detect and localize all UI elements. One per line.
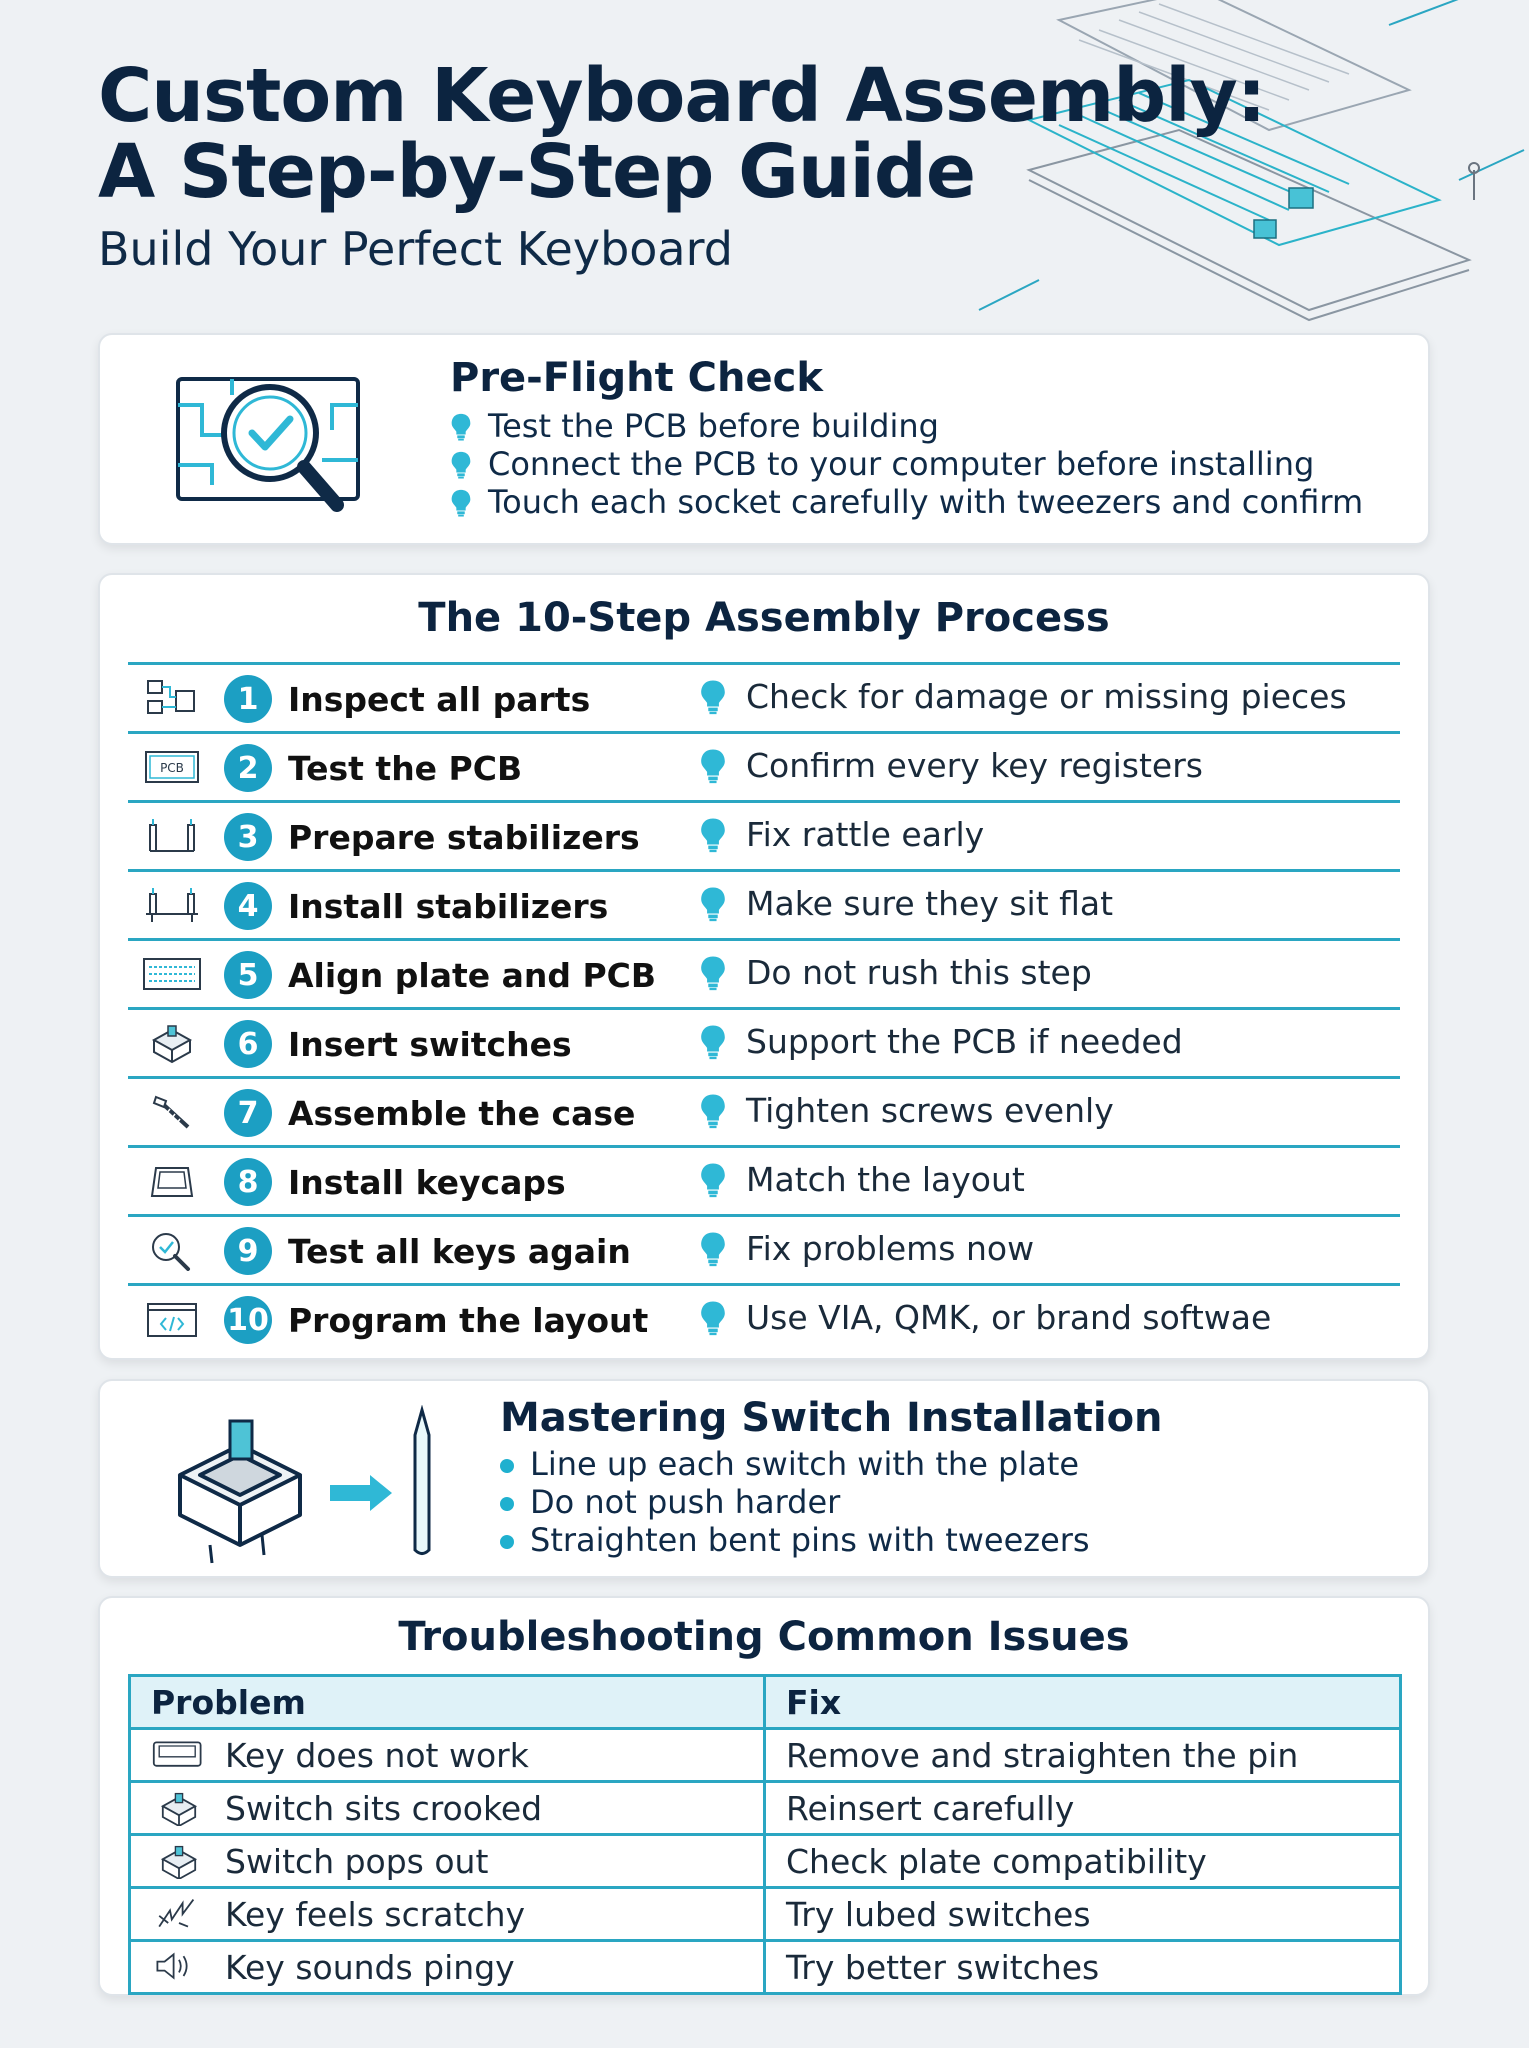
bullet-dot [500,1497,514,1511]
step-tip [700,746,1203,785]
lightbulb-icon [700,1162,726,1198]
switch-install-card [98,1379,1430,1578]
preflight-list [450,407,1363,521]
step-tip-text: Check for damage or missing pieces [746,677,1347,716]
lightbulb-icon [700,748,726,784]
fix-cell: Try lubed switches [786,1894,1091,1934]
title-line-1: Custom Keyboard Assembly: [98,53,1266,139]
step-tip [700,1298,1271,1337]
table-row [131,1727,1399,1780]
step-title: Assemble the case [288,1094,636,1133]
step-tip-text: Fix problems now [746,1229,1035,1268]
step-tip [700,884,1113,923]
step-row [128,1217,1400,1286]
step-row [128,1010,1400,1079]
step-number-badge: 7 [224,1089,272,1137]
step-title: Test the PCB [288,749,523,788]
step-number-badge: 1 [224,675,272,723]
preflight-item-text: Connect the PCB to your computer before installing [488,445,1315,483]
keycap-icon [142,1160,202,1202]
parts-icon [142,677,202,719]
step-tip-text: Do not rush this step [746,953,1092,992]
step-title: Insert switches [288,1025,572,1064]
step-row [128,665,1400,734]
lightbulb-icon [700,817,726,853]
problem-cell [131,1889,766,1939]
troubleshooting-heading: Troubleshooting Common Issues [398,1614,1130,1660]
problem-text: Key feels scratchy [225,1894,526,1934]
table-row [131,1833,1399,1886]
fix-cell: Try better switches [786,1947,1100,1987]
step-number-badge: 4 [224,882,272,930]
troubleshooting-card [98,1596,1430,1996]
pcb-magnifier-icon [172,365,372,525]
lightbulb-icon [700,1024,726,1060]
step-row [128,803,1400,872]
switch-icon [142,1022,202,1064]
table-body [131,1727,1399,1992]
stabilizer-install-icon [142,884,202,926]
problem-text: Key sounds pingy [225,1947,515,1987]
step-title: Prepare stabilizers [288,818,640,857]
step-number-badge: 10 [224,1296,272,1344]
lightbulb-icon [450,413,472,441]
step-title: Align plate and PCB [288,956,657,995]
problem-cell [131,1783,766,1833]
fix-cell: Reinsert carefully [786,1788,1075,1828]
step-title: Install stabilizers [288,887,609,926]
preflight-item [450,407,1363,445]
lightbulb-icon [700,886,726,922]
problem-text: Key does not work [225,1735,529,1775]
column-header-problem: Problem [131,1677,766,1727]
step-tip [700,953,1092,992]
plate-icon [142,953,202,995]
stabilizer-icon [142,815,202,857]
switch-install-item [500,1521,1090,1559]
lightbulb-icon [700,955,726,991]
lightbulb-icon [700,1300,726,1336]
switch-and-tweezers-illustration [170,1405,470,1565]
problem-cell [131,1942,766,1992]
speaker-icon [151,1949,207,1985]
lightbulb-icon [450,451,472,479]
column-header-fix: Fix [786,1682,842,1722]
lightbulb-icon [450,489,472,517]
switch-icon [151,1843,207,1879]
lightbulb-icon [700,679,726,715]
step-tip-text: Fix rattle early [746,815,985,854]
table-header-row [131,1677,1399,1727]
preflight-card [98,333,1430,545]
step-tip-text: Use VIA, QMK, or brand softwae [746,1298,1272,1337]
step-number-badge: 3 [224,813,272,861]
preflight-item [450,445,1363,483]
step-tip-text: Tighten screws evenly [746,1091,1114,1130]
step-number-badge: 5 [224,951,272,999]
step-row [128,1079,1400,1148]
problem-cell [131,1730,766,1780]
step-title: Program the layout [288,1301,649,1340]
switch-install-item-text: Straighten bent pins with tweezers [530,1521,1090,1559]
preflight-item-text: Touch each socket carefully with tweezers and confirm [488,483,1364,521]
bullet-dot [500,1535,514,1549]
key-icon [151,1737,207,1773]
page-subtitle: Build Your Perfect Keyboard [98,222,733,276]
step-number-badge: 2 [224,744,272,792]
title-line-2: A Step-by-Step Guide [98,129,976,215]
pcb-icon [142,746,202,788]
step-tip [700,1229,1034,1268]
switch-install-heading: Mastering Switch Installation [500,1395,1163,1441]
step-title: Inspect all parts [288,680,591,719]
step-tip-text: Make sure they sit flat [746,884,1114,923]
step-tip-text: Confirm every key registers [746,746,1203,785]
preflight-heading: Pre-Flight Check [450,355,823,401]
switch-install-item-text: Do not push harder [530,1483,841,1521]
scratch-icon [151,1896,207,1932]
step-row [128,1148,1400,1217]
steps-heading: The 10-Step Assembly Process [418,595,1110,641]
step-title: Install keycaps [288,1163,566,1202]
step-row [128,941,1400,1010]
steps-table [128,662,1400,1352]
page-title [98,53,1266,215]
step-number-badge: 6 [224,1020,272,1068]
screw-icon [142,1091,202,1133]
preflight-item-text: Test the PCB before building [488,407,939,445]
step-tip [700,677,1347,716]
magnifier-check-icon [142,1229,202,1271]
preflight-item [450,483,1363,521]
switch-icon [151,1790,207,1826]
step-tip [700,1022,1183,1061]
switch-install-item-text: Line up each switch with the plate [530,1445,1080,1483]
step-title: Test all keys again [288,1232,631,1271]
switch-install-item [500,1483,1090,1521]
step-tip-text: Support the PCB if needed [746,1022,1183,1061]
table-row [131,1780,1399,1833]
step-number-badge: 9 [224,1227,272,1275]
step-row [128,872,1400,941]
bullet-dot [500,1459,514,1473]
step-tip [700,1091,1114,1130]
table-row [131,1939,1399,1992]
code-window-icon [142,1298,202,1340]
fix-cell: Check plate compatibility [786,1841,1207,1881]
problem-cell [131,1836,766,1886]
step-tip [700,815,984,854]
step-tip-text: Match the layout [746,1160,1025,1199]
step-tip [700,1160,1025,1199]
steps-card [98,573,1430,1360]
lightbulb-icon [700,1231,726,1267]
problem-text: Switch pops out [225,1841,489,1881]
table-row [131,1886,1399,1939]
step-row [128,734,1400,803]
switch-install-item [500,1445,1090,1483]
problem-text: Switch sits crooked [225,1788,543,1828]
lightbulb-icon [700,1093,726,1129]
switch-install-list [500,1445,1090,1559]
step-number-badge: 8 [224,1158,272,1206]
fix-cell: Remove and straighten the pin [786,1735,1299,1775]
pcb-icon-label: PCB [160,761,184,775]
troubleshooting-table [128,1674,1402,1995]
step-row [128,1286,1400,1352]
